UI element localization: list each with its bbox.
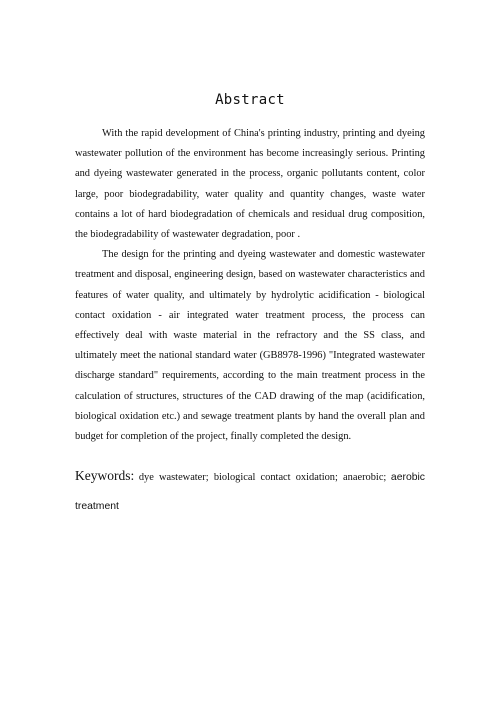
keywords-label: Keywords: — [75, 468, 135, 483]
keywords-text: dye wastewater; biological contact oxidation; anaerobic; — [138, 472, 387, 483]
abstract-paragraph-2: The design for the printing and dyeing wastewater and domestic wastewater treatment and disposal, engineering design, based on wastewater characteristics and features of water quality, and ultimately by hydrolytic acidification - biological contact oxidation - air integrated water treatment process, the process can effectively deal with waste material in the refractory and the SS class, and ultimately meet the national standard water (GB8978-1996) "Integrated wastewater discharge standard" requirements, according to the main treatment process in the calculation of structures, structures of the CAD drawing of the map (acidification, biological oxidation etc.) and sewage treatment plants by hand the overall plan and budget for completion of the project, finally completed the design. — [75, 249, 425, 443]
abstract-title: Abstract — [215, 92, 285, 108]
keywords-last-term: aerobic treatment — [75, 472, 426, 512]
abstract-body — [75, 124, 425, 447]
abstract-paragraph-1: With the rapid development of China's printing industry, printing and dyeing wastewater pollution of the environment has become increasingly serious. Printing and dyeing wastewater generated in the process, organic pollutants content, color large, poor biodegradability, water quality and quantity changes, waste water contains a lot of hard biodegradation of chemicals and residual drug composition, the biodegradability of wastewater degradation, poor . — [75, 128, 425, 241]
keywords-line — [75, 462, 425, 520]
